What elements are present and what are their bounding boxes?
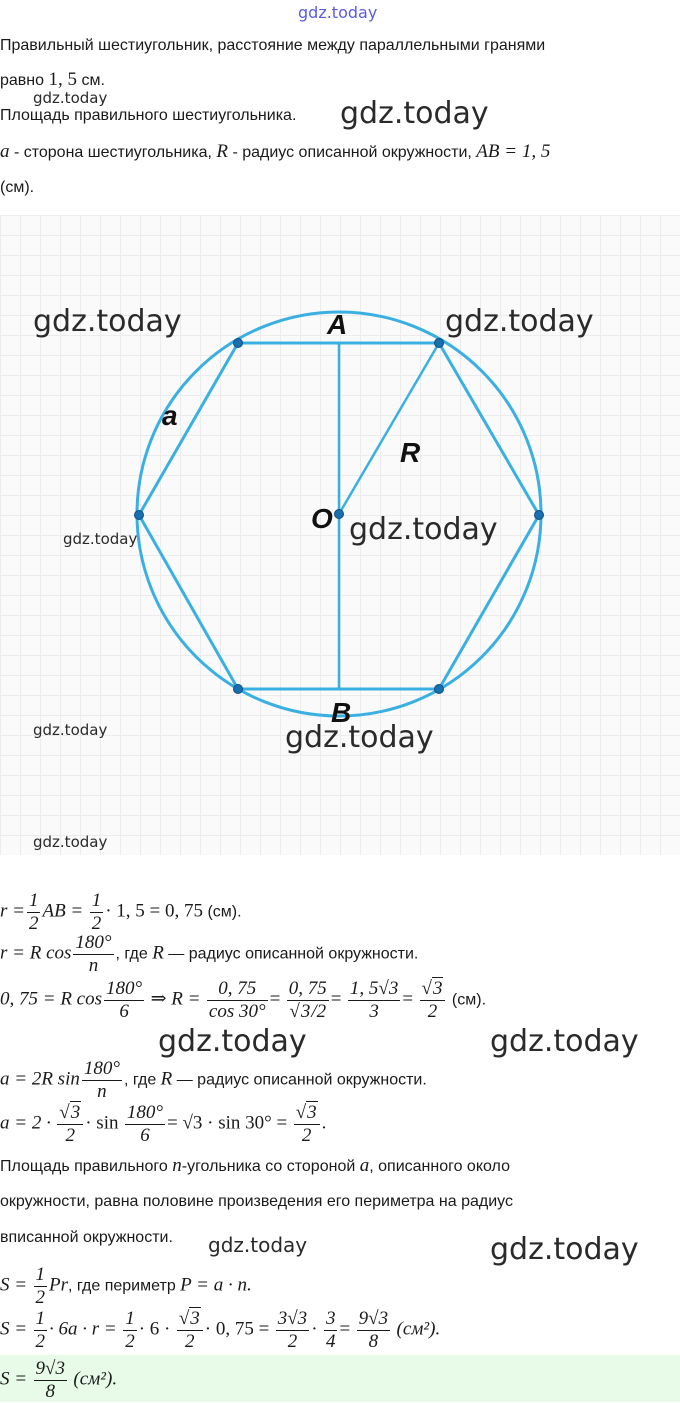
fraction-180-6: $\frac{180^\circ}{6}$ — [106, 978, 143, 1022]
para1-n: n — [172, 1155, 182, 1176]
intro-value: 1, 5 — [48, 69, 77, 90]
f4-text: , где — [123, 1071, 157, 1089]
f7-left: S = — [0, 1318, 28, 1340]
vertex-point — [435, 685, 444, 694]
def-a-text: - сторона шестиугольника, — [13, 144, 212, 161]
formula-a-sin — [0, 1058, 427, 1103]
f6-formula: P = a · n. — [180, 1274, 252, 1296]
f2-text: , где — [115, 945, 148, 963]
f5-mid: · sin — [85, 1112, 119, 1134]
def-a-symbol: a — [0, 141, 10, 162]
label-a-side: a — [162, 400, 178, 431]
answer-left: S = — [0, 1368, 28, 1390]
fraction-sqrt3-2: $\frac{√3}{2}$ — [420, 978, 446, 1023]
formula-r-value: 0, 75 = R cos $\frac{180^\circ}{6}$ ⇒ R = $\frac{0, 75}{\cos 30^\circ}$ = $\frac{0, 75}{√3/2}$ = $\frac{1, 5√3}{3}$ = $\frac{√3}{2}$ (см). — [0, 978, 487, 1022]
fraction-075-sqrt3-2: $\frac{0, 75}{√3/2}$ — [288, 978, 327, 1022]
f3-unit: (см). — [451, 991, 487, 1009]
f4-left: a = 2R sin — [0, 1068, 80, 1090]
fraction-180-6: $\frac{180^\circ}{6}$ — [126, 1102, 164, 1146]
watermark-big-1: gdz.today — [340, 96, 489, 131]
watermark-small-2: gdz.today — [63, 530, 138, 548]
watermark-medium: gdz.today — [208, 1233, 308, 1257]
f7-c: · 0, 75 = — [204, 1318, 270, 1340]
watermark-small-1: gdz.today — [33, 89, 108, 107]
fraction-half: $\frac{1}{2}$ — [28, 890, 39, 934]
f7-unit: (см²). — [396, 1318, 441, 1340]
fraction-sqrt3-2: $\frac{√3}{2}$ — [294, 1102, 320, 1147]
watermark-big-5: gdz.today — [285, 720, 434, 755]
f6-left: S = — [0, 1274, 28, 1296]
area-heading: Площадь правильного шестиугольника. — [0, 107, 297, 124]
para1-a-symbol: a — [359, 1155, 370, 1176]
definitions-line-1 — [0, 142, 550, 163]
watermark-big-7: gdz.today — [490, 1024, 639, 1059]
f7-b: · 6 · — [138, 1318, 171, 1340]
watermark-big-2: gdz.today — [33, 304, 182, 339]
paragraph-line-1 — [0, 1156, 510, 1177]
paragraph-line-2: окружности, равна половине произведения его периметра на радиус — [0, 1193, 513, 1210]
paragraph-line-3: вписанной окружности. — [0, 1229, 173, 1246]
def-r-symbol: R — [216, 141, 228, 162]
fraction-9sqrt3-8: $\frac{9√3}{8}$ — [35, 1358, 65, 1402]
f7-e: = — [339, 1318, 351, 1340]
vertex-point — [435, 339, 444, 348]
f4-rest: — радиус описанной окружности. — [176, 1071, 427, 1089]
formula-r-cos — [0, 932, 418, 977]
definitions-unit: (см). — [0, 179, 35, 196]
center-point — [335, 510, 344, 519]
f5-rest: = √3 · sin 30° = — [167, 1112, 288, 1134]
f7-d: · — [311, 1318, 318, 1340]
formula-r — [0, 890, 242, 935]
watermark-big-6: gdz.today — [158, 1024, 307, 1059]
f1-unit: (см). — [207, 903, 242, 921]
intro-prefix: равно — [0, 72, 45, 89]
intro-unit: см. — [81, 72, 105, 89]
fraction-180-n: $\frac{180^\circ}{n}$ — [75, 932, 112, 976]
intro-line-2 — [0, 70, 105, 91]
vertex-point — [135, 511, 144, 520]
f6-pr: Pr — [49, 1274, 69, 1296]
f2-rest: — радиус описанной окружности. — [168, 945, 419, 963]
f2-r: R — [152, 942, 164, 964]
fraction-half: $\frac{1}{2}$ — [35, 1308, 46, 1352]
watermark-big-4: gdz.today — [349, 512, 498, 547]
watermark-small-4: gdz.today — [33, 833, 108, 851]
label-b-vertex: B — [331, 697, 352, 728]
watermark-big-3: gdz.today — [445, 304, 594, 339]
f3-arrow: ⇒ R = — [150, 988, 201, 1010]
fraction-sqrt3-2: $\frac{√3}{2}$ — [57, 1102, 83, 1147]
label-o-center: O — [311, 503, 333, 534]
formula-s-compute — [0, 1308, 440, 1353]
para1-c: , описанного около — [369, 1158, 510, 1175]
fraction-075-cos30: $\frac{0, 75}{\cos 30^\circ}$ — [208, 978, 266, 1022]
para1-a: Площадь правильного — [0, 1158, 168, 1175]
def-ab: AB = 1, 5 — [476, 141, 551, 162]
f1-rest: · 1, 5 = 0, 75 — [105, 900, 204, 922]
watermark-top: gdz.today — [298, 3, 378, 22]
f6-text: , где периметр — [68, 1277, 176, 1295]
fraction-half: $\frac{1}{2}$ — [125, 1308, 135, 1352]
f4-r: R — [160, 1068, 173, 1090]
fraction-half: $\frac{1}{2}$ — [91, 890, 102, 934]
f5-left: a = 2 · — [0, 1112, 51, 1134]
answer-formula — [0, 1358, 117, 1403]
f3-left: 0, 75 = R cos — [0, 988, 103, 1010]
label-r-radius: R — [400, 437, 421, 468]
watermark-big-8: gdz.today — [490, 1232, 639, 1267]
fraction-3-4: $\frac{3}{4}$ — [325, 1308, 336, 1352]
label-a-vertex: A — [327, 309, 348, 340]
fraction-3sqrt3-2: $\frac{3√3}{2}$ — [277, 1308, 308, 1352]
fraction-180-n: $\frac{180^\circ}{n}$ — [83, 1058, 120, 1102]
fraction-half: $\frac{1}{2}$ — [35, 1264, 46, 1308]
formula-s-pr — [0, 1264, 252, 1309]
fraction-sqrt3-2: $\frac{√3}{2}$ — [177, 1308, 203, 1353]
def-r-text: - радиус описанной окружности, — [232, 144, 472, 161]
intro-line-1: Правильный шестиугольник, расстояние между параллельными гранями — [0, 37, 546, 54]
f2-left: r = R cos — [0, 942, 72, 964]
vertex-point — [234, 339, 243, 348]
fraction-9sqrt3-8: $\frac{9√3}{8}$ — [358, 1308, 389, 1352]
radius-r — [339, 343, 439, 514]
f1-mid: AB = — [42, 900, 84, 922]
fraction-15sqrt3-3: $\frac{1, 5√3}{3}$ — [349, 978, 399, 1022]
f7-a: · 6a · r = — [49, 1318, 117, 1340]
answer-unit: (см²). — [73, 1368, 118, 1390]
f1-left: r = — [0, 900, 25, 922]
para1-b: -угольника со стороной — [181, 1158, 356, 1175]
vertex-point — [234, 685, 243, 694]
formula-a-value: a = 2 · $\frac{√3}{2}$ · sin $\frac{180^\circ}{6}$ = √3 · sin 30° = $\frac{√3}{2}$ . — [0, 1102, 327, 1146]
watermark-small-3: gdz.today — [33, 721, 108, 739]
vertex-point — [535, 511, 544, 520]
